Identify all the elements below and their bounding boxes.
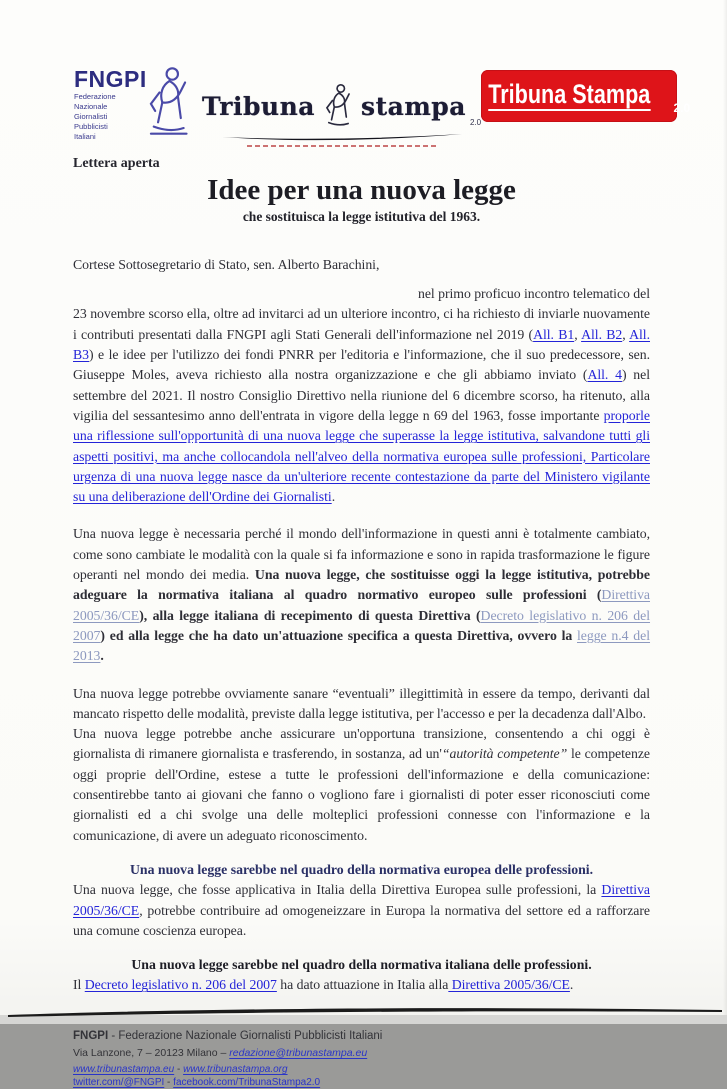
text-run: “autorità competente” <box>441 746 568 762</box>
paragraph-1 <box>73 304 650 507</box>
fngpi-subline: Nazionale <box>74 102 108 111</box>
scan-shadow-line <box>0 1005 727 1019</box>
text-run: Il <box>73 977 85 993</box>
footer-social-line <box>73 1076 650 1089</box>
masthead-tagline-microtext <box>247 145 437 147</box>
footer-address-line <box>73 1047 650 1059</box>
link-tribunastampa-eu[interactable]: www.tribunastampa.eu <box>73 1063 175 1075</box>
link-riflessione-nuova-legge[interactable]: proporle una riflessione sull'opportunità di una nuova legge che superasse la legge istitutiva, salvandone tutti gli aspetti positivi, ma anche collocandola nell'alveo della normativa europea sulle professioni, Particolare urgenza di una nuova legge nasce da un'ulteriore recente contestazione da parte del Ministero vigilante su una deliberazione dell'Ordine dei Giornalisti <box>73 407 650 505</box>
tribuna-stampa-masthead <box>202 82 481 147</box>
link-dlgs-206-2007[interactable]: Decreto legislativo n. 206 del 2007 <box>84 977 277 993</box>
text-run: , <box>622 326 630 342</box>
footer-org-line <box>73 1030 650 1042</box>
link-all-4[interactable]: All. 4 <box>587 367 622 383</box>
heading-normativa-europea: Una nuova legge sarebbe nel quadro della normativa europea delle professioni. <box>129 861 594 877</box>
text-run: . <box>569 977 574 993</box>
text-run: 23 novembre scorso ella, oltre ad invitarci ad un ulteriore incontro, ci ha richiesto di inviarle nuovamente i contributi presentati dalla FNGPI agli Stati Generali dell'informazione nel 2019 ( <box>73 306 650 342</box>
text-run: ) e le idee per l'utilizzo dei fondi PNRR per l'editoria e l'informazione, che il suo predecessore, sen. Giuseppe Moles, aveva richiesto alla nostra organizzazione e che gli abbiamo inviato ( <box>73 347 650 383</box>
link-twitter-fngpi[interactable]: twitter.com/@FNGPI <box>73 1076 165 1088</box>
text-run: - Federazione Nazionale Giornalisti Pubblicisti Italiani <box>108 1029 383 1042</box>
footer <box>73 1030 650 1089</box>
paragraph-3a <box>73 684 650 725</box>
link-all-b1[interactable]: All. B1 <box>533 326 575 342</box>
fngpi-logo <box>74 68 202 141</box>
paragraph-intro-line: nel primo proficuo incontro telematico del <box>418 286 650 302</box>
text-run: Via Lanzone, 7 – 20123 Milano – <box>73 1046 230 1059</box>
page-title: Idee per una nuova legge <box>207 174 516 206</box>
text-run: ha dato attuazione in Italia alla <box>276 977 449 993</box>
text-run: Una nuova legge potrebbe anche assicurare un'opportuna transizione, consentendo a chi oggi è giornalista di rimanere giornalista e trasferendo, in sostanza, ad un' <box>73 726 650 762</box>
masthead-word-tribuna: Tribuna <box>202 91 315 121</box>
text-run: ), <box>139 607 153 623</box>
paragraph-5 <box>73 975 650 995</box>
fngpi-subline: Giornalisti <box>74 112 108 121</box>
paragraph-4 <box>73 880 650 941</box>
paragraph-3b <box>73 724 650 846</box>
statue-icon <box>321 82 355 130</box>
footer-websites-line <box>73 1063 650 1076</box>
text-run: le competenze oggi proprie dell'Ordine, estese a tutte le professioni dell'informazione e della comunicazione: consentirebbe tanto ai giovani che fanno o vogliono fare i giornalisti di poter esser riconosciuti come giornalisti ed a chi svolge una delle molteplici professioni connesse con l'informazione e la comunicazione, di avere un adeguato riconoscimento. <box>73 746 650 843</box>
page-subtitle: che sostituisca la legge istitutiva del 1963. <box>242 208 481 224</box>
text-run: , potrebbe contribuire ad omogeneizzare in Europa la normativa del settore ed a rafforzare una comune coscienza europea. <box>73 902 650 938</box>
masthead-word-stampa: stampa <box>361 91 466 121</box>
letter-body <box>0 156 727 1089</box>
text-run: ( <box>586 587 602 603</box>
text-run: - <box>164 1076 174 1088</box>
text-run: alla legge italiana di recepimento di questa Direttiva <box>152 607 471 623</box>
link-all-b2[interactable]: All. B2 <box>581 326 623 342</box>
link-facebook-tribunastampa[interactable]: facebook.com/TribunaStampa2.0 <box>173 1076 321 1088</box>
statue-icon <box>142 64 194 138</box>
masthead-swoosh <box>220 132 464 142</box>
paragraph-2 <box>73 524 650 666</box>
text-run: ( <box>470 607 481 623</box>
fngpi-subline: Pubblicisti <box>74 122 108 131</box>
text-run: Una nuova legge è necessaria perché il mondo dell'informazione in questi anni è totalmente cambiato, come sono cambiate le modalità con la quale si fa informazione e sono in rapida trasformazione le figure operanti nel mondo dei media. <box>73 526 650 583</box>
text-run: ) <box>100 627 110 643</box>
tribuna-stampa-badge <box>481 70 691 122</box>
text-run: ) nel settembre del 2021. Il nostro Consiglio Direttivo nella riunione del 6 dicembre scorso, ha ritenuto, alla vigilia del sessantesimo anno dell'entrata in vigore della legge n 69 del 1963, fosse importante <box>73 367 650 423</box>
fngpi-subline: Federazione <box>74 92 116 101</box>
link-direttiva-2005-36[interactable]: Direttiva 2005/36/CE <box>448 977 570 993</box>
text-run: . <box>331 489 336 505</box>
fngpi-subline: Italiani <box>74 132 96 141</box>
fngpi-logo-text <box>74 66 147 141</box>
text-run: FNGPI <box>73 1029 109 1042</box>
badge-text: Tribuna Stampa <box>488 79 651 109</box>
salutation: Cortese Sottosegretario di Stato, sen. Alberto Barachini, <box>73 256 380 272</box>
letterhead <box>0 0 727 152</box>
text-run: Una nuova legge, che sostituisse oggi la legge istitutiva, potrebbe adeguare la normativa italiana al quadro normativo europeo sulle professioni <box>73 567 650 603</box>
link-tribunastampa-org[interactable]: www.tribunastampa.org <box>183 1063 288 1075</box>
text-run: , <box>574 326 582 342</box>
lettera-aperta-label: Lettera aperta <box>73 156 160 171</box>
fngpi-acronym: FNGPI <box>74 66 147 92</box>
link-all-b3[interactable]: All. B3 <box>73 326 650 363</box>
text-run: Una nuova legge potrebbe ovviamente sanare “eventuali” illegittimità in essere da tempo, derivanti dal mancato rispetto delle modalità, previste dalla legge istitutiva, per l'accesso e per la decadenza dall'Albo. <box>73 685 650 721</box>
link-legge-4-2013[interactable]: legge n.4 del 2013 <box>73 627 651 664</box>
text-run: ed alla legge che ha dato un'attuazione specifica a questa Direttiva, ovvero la <box>109 627 577 643</box>
scan-edge-right <box>723 0 727 1024</box>
heading-normativa-italiana: Una nuova legge sarebbe nel quadro della normativa italiana delle professioni. <box>131 957 592 973</box>
link-direttiva-2005-36[interactable]: Direttiva 2005/36/CE <box>73 587 650 623</box>
badge-version: 2.0 <box>673 101 691 115</box>
masthead-version: 2.0 <box>469 118 482 127</box>
text-run: . <box>100 648 104 664</box>
link-email-redazione[interactable]: redazione@tribunastampa.eu <box>229 1046 368 1059</box>
link-direttiva-2005-36[interactable]: Direttiva 2005/36/CE <box>73 882 650 918</box>
text-run: - <box>174 1063 184 1075</box>
text-run: Una nuova legge, che fosse applicativa in Italia della Direttiva Europea sulle professioni, la <box>73 882 602 898</box>
link-dlgs-206-2007[interactable]: Decreto legislativo n. 206 del 2007 <box>73 607 651 643</box>
